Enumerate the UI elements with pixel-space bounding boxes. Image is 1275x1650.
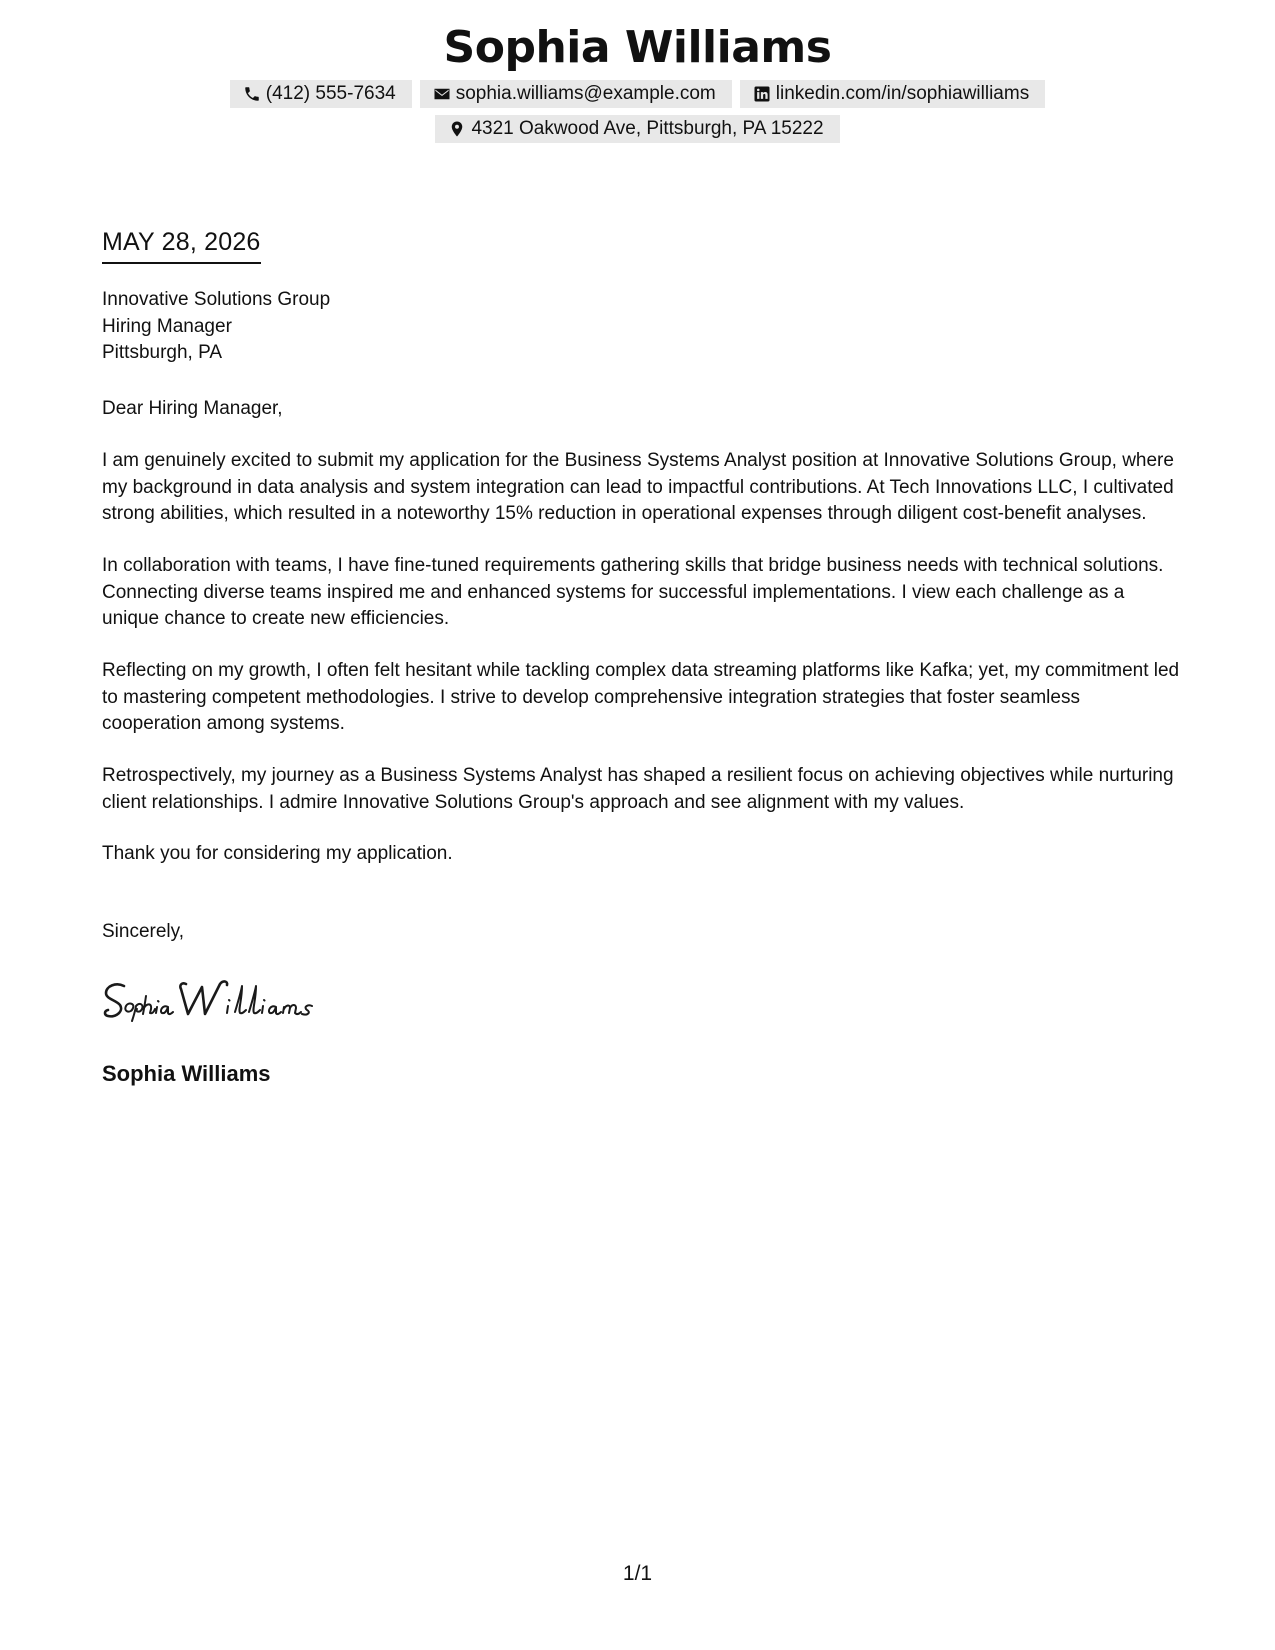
body-paragraph: Reflecting on my growth, I often felt hesitant while tackling complex data streaming platforms like Kafka; yet, my commitment led to mastering competent methodologies. I strive to develop comprehensive integration strategies that foster seamless cooperation among systems. xyxy=(102,660,1180,734)
body-paragraph: Retrospectively, my journey as a Business Systems Analyst has shaped a resilient focus on achieving objectives while nurturing client relationships. I admire Innovative Solutions Group's approach and see alignment with my values. xyxy=(102,765,1174,813)
handwritten-signature xyxy=(102,972,372,1022)
contact-phone-text: (412) 555-7634 xyxy=(265,83,396,104)
thank-you-line: Thank you for considering my application. xyxy=(102,843,453,864)
closing: Sincerely, xyxy=(102,921,185,942)
salutation: Dear Hiring Manager, xyxy=(102,398,283,419)
contact-linkedin-text: linkedin.com/in/sophiawilliams xyxy=(775,83,1030,104)
contact-row-secondary xyxy=(0,115,1275,143)
letter-date: MAY 28, 2026 xyxy=(102,226,261,264)
body-paragraph: In collaboration with teams, I have fine-tuned requirements gathering skills that bridge business needs with technical solutions. Connecting diverse teams inspired me and enhanced systems for successful implementations. I view each challenge as a unique chance to create new efficiencies. xyxy=(102,555,1164,629)
contact-address xyxy=(435,115,839,143)
recipient-title: Hiring Manager xyxy=(102,315,232,337)
recipient-block xyxy=(102,287,330,367)
contact-address-text: 4321 Oakwood Ave, Pittsburgh, PA 15222 xyxy=(471,118,824,139)
recipient-company: Innovative Solutions Group xyxy=(102,289,331,310)
signed-name: Sophia Williams xyxy=(102,1061,271,1086)
linkedin-icon xyxy=(752,84,772,104)
contact-email-text: sophia.williams@example.com xyxy=(455,83,716,104)
contact-phone[interactable] xyxy=(230,80,412,108)
contact-row-primary xyxy=(0,80,1275,108)
contact-linkedin[interactable] xyxy=(740,80,1045,108)
recipient-location: Pittsburgh, PA xyxy=(102,342,223,363)
map-marker-icon xyxy=(447,119,467,139)
phone-icon xyxy=(242,84,262,104)
envelope-icon xyxy=(432,84,452,104)
applicant-name: Sophia Williams xyxy=(443,22,832,73)
page-number: 1/1 xyxy=(622,1562,653,1585)
body-paragraph: I am genuinely excited to submit my application for the Business Systems Analyst position at Innovative Solutions Group, where my background in data analysis and system integration can lead to impactful contributions. At Tech Innovations LLC, I cultivated strong abilities, which resulted in a noteworthy 15% reduction in operational expenses through diligent cost-benefit analyses. xyxy=(102,450,1174,524)
contact-email[interactable] xyxy=(420,80,732,108)
